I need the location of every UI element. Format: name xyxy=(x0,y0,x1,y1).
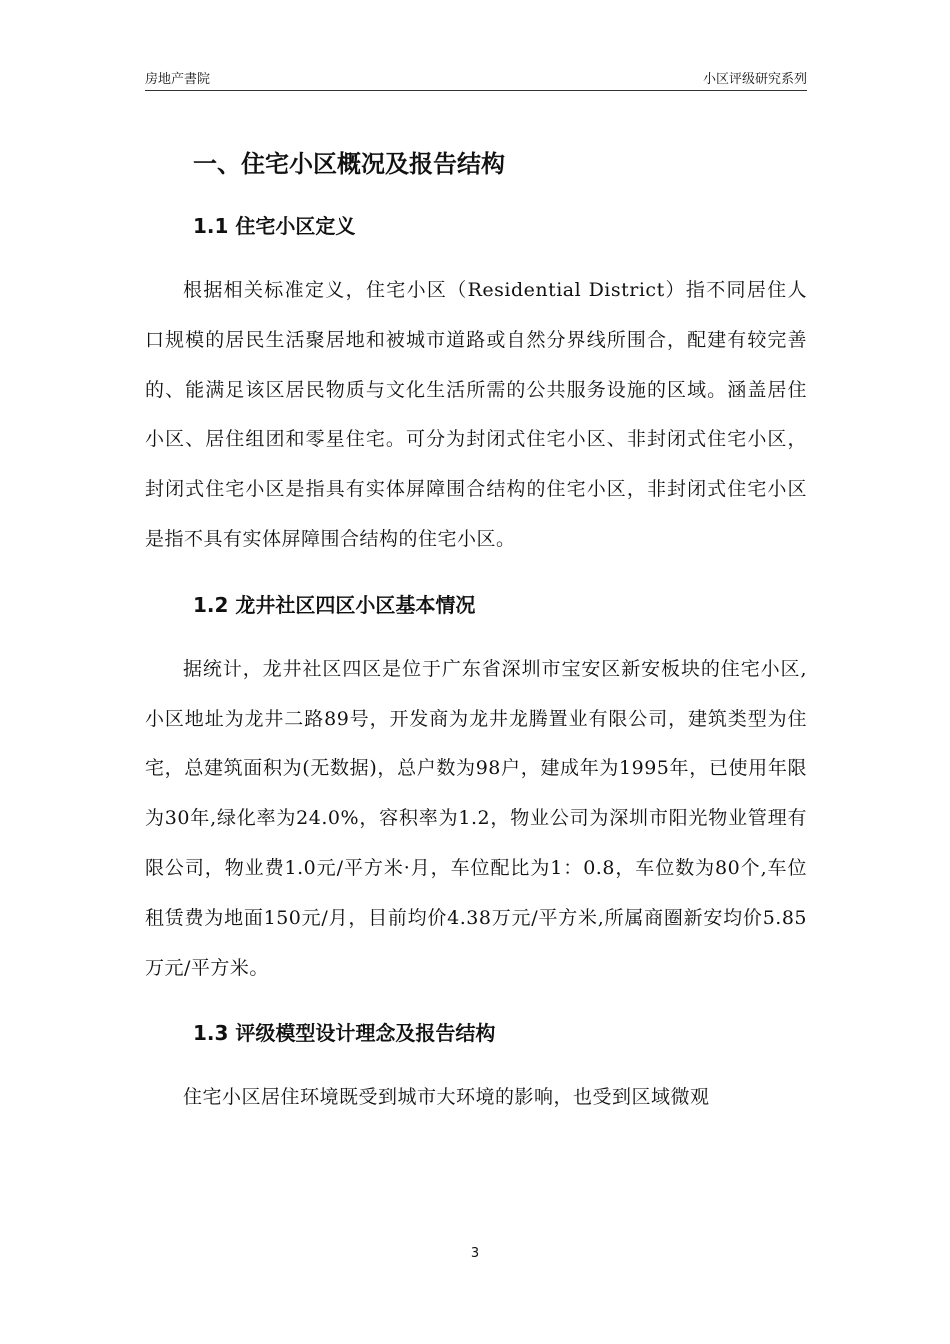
heading-1-2: 1.2 龙井社区四区小区基本情况 xyxy=(193,592,476,617)
page-header xyxy=(145,66,807,91)
paragraph-basic-info: 据统计，龙井社区四区是位于广东省深圳市宝安区新安板块的住宅小区,小区地址为龙井二路89号，开发商为龙井龙腾置业有限公司，建筑类型为住宅，总建筑面积为(无数据)，总户数为98户，建成年为1995年，已使用年限为30年,绿化率为24.0%，容积率为1.2，物业公司为深圳市阳光物业管理有限公司，物业费1.0元/平方米·月，车位配比为1：0.8，车位数为80个,车位租赁费为地面150元/月，目前均价4.38万元/平方米,所属商圈新安均价5.85万元/平方米。 xyxy=(145,657,807,979)
section-title: 一、住宅小区概况及报告结构 xyxy=(193,150,505,178)
heading-1-3: 1.3 评级模型设计理念及报告结构 xyxy=(193,1021,496,1046)
page-number: 3 xyxy=(470,1246,480,1261)
heading-1-1: 1.1 住宅小区定义 xyxy=(193,214,356,238)
header-series: 小区评级研究系列 xyxy=(702,72,807,87)
paragraph-model-design: 住宅小区居住环境既受到城市大环境的影响，也受到区域微观 xyxy=(183,1086,710,1109)
document-body xyxy=(145,140,807,1123)
header-publisher: 房地产書院 xyxy=(145,72,211,87)
paragraph-definition: 根据相关标准定义，住宅小区（Residential District）指不同居住人口规模的居民生活聚居地和被城市道路或自然分界线所围合，配建有较完善的、能满足该区居民物质与文化生活所需的公共服务设施的区域。涵盖居住小区、居住组团和零星住宅。可分为封闭式住宅小区、非封闭式住宅小区，封闭式住宅小区是指具有实体屏障围合结构的住宅小区，非封闭式住宅小区是指不具有实体屏障围合结构的住宅小区。 xyxy=(145,279,807,550)
